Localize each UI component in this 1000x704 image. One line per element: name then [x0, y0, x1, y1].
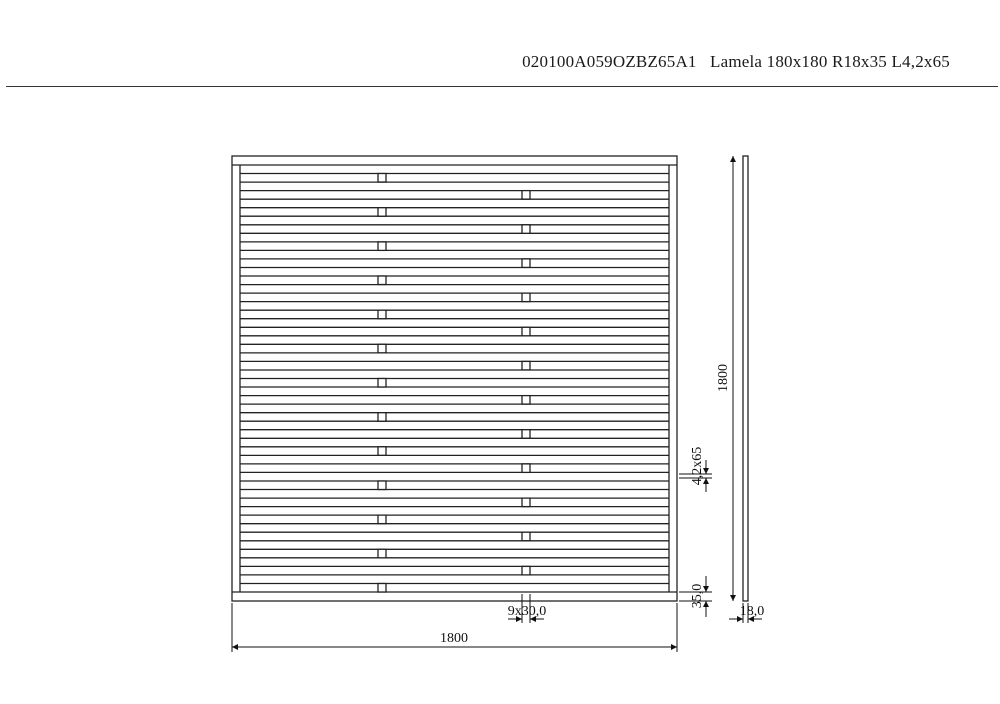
spacer-block	[522, 191, 530, 200]
dim-frame-label: 35,0	[690, 583, 705, 609]
spacer-block	[378, 242, 386, 251]
dim-spacer-label: 9x30,0	[507, 604, 547, 619]
spacer-block	[378, 413, 386, 422]
dim-width-label: 1800	[440, 631, 468, 646]
spacer-block	[522, 430, 530, 439]
dim-slat-label: 4,2x65	[690, 446, 705, 486]
spacer-block	[378, 276, 386, 285]
slats	[240, 174, 669, 584]
spacer-block	[522, 532, 530, 541]
spacer-block	[378, 447, 386, 456]
part-code: 020100A059OZBZ65A1	[522, 52, 697, 71]
spacer-block	[378, 584, 386, 593]
spacer-block	[522, 293, 530, 302]
spacer-block	[522, 327, 530, 336]
spacer-block	[378, 549, 386, 558]
spacer-block	[378, 515, 386, 524]
spacer-block	[522, 566, 530, 575]
part-description: Lamela 180x180 R18x35 L4,2x65	[710, 52, 950, 71]
side-profile	[743, 156, 748, 601]
spacer-block	[522, 498, 530, 507]
spacer-block	[522, 464, 530, 473]
spacer-block	[522, 259, 530, 268]
spacer-block	[378, 481, 386, 490]
side-view	[743, 156, 748, 601]
spacer-block	[522, 361, 530, 370]
spacer-block	[378, 379, 386, 388]
spacer-block	[378, 344, 386, 353]
spacers	[378, 174, 530, 593]
spacer-block	[522, 396, 530, 405]
dim-height-label: 1800	[716, 364, 731, 392]
front-view	[232, 156, 677, 601]
dim-thickness-label: 18,0	[739, 604, 765, 619]
spacer-block	[522, 225, 530, 234]
spacer-block	[378, 174, 386, 183]
spacer-block	[378, 310, 386, 319]
spacer-block	[378, 208, 386, 217]
